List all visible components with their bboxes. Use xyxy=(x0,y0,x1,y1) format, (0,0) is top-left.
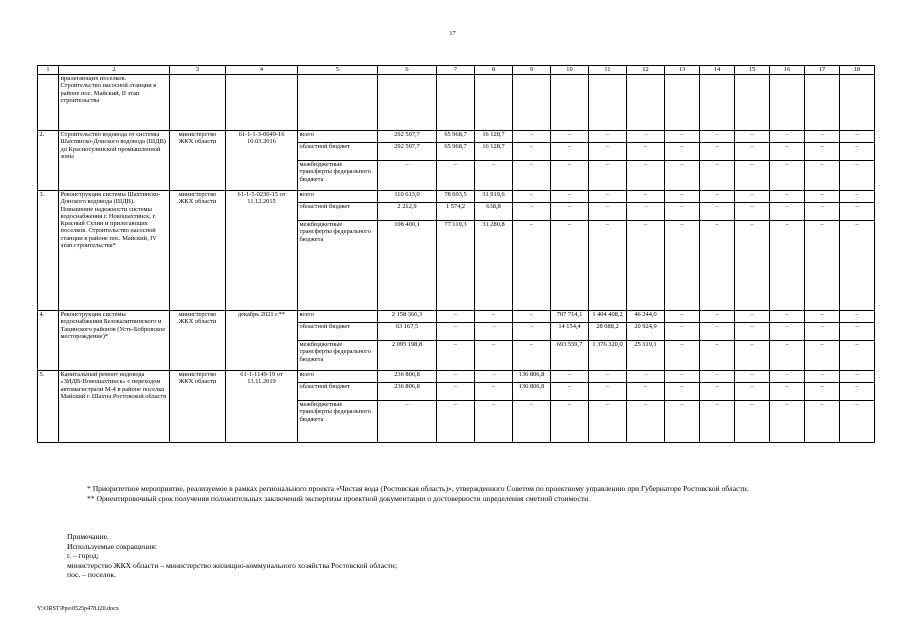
amount-cell: – xyxy=(700,401,735,443)
amount-cell: – xyxy=(770,131,805,143)
amount-cell: – xyxy=(770,323,805,341)
amount-cell: – xyxy=(589,161,627,191)
amount-cell xyxy=(805,75,840,131)
amount-cell: – xyxy=(840,341,875,371)
amount-cell: – xyxy=(840,401,875,443)
amount-cell: – xyxy=(735,191,770,203)
amount-cell: – xyxy=(513,323,551,341)
column-number: 16 xyxy=(770,66,805,75)
amount-cell: – xyxy=(589,143,627,161)
amount-cell: 110 613,0 xyxy=(378,191,437,203)
footnote-deadline: ** Ориентировочный срок получения положительных заключений экспертизы проектной документации о достоверности определения сметной стоимости. xyxy=(87,493,591,503)
funding-source: межбюджетные трансферты федерального бюджета xyxy=(298,161,378,191)
amount-cell: 16 128,7 xyxy=(475,143,513,161)
amount-cell: 136 806,8 xyxy=(513,371,551,383)
amount-cell: – xyxy=(513,311,551,323)
executor: министерство ЖКХ области xyxy=(170,191,226,311)
event-name: Реконструкция системы водоснабжения Белокалитвинского и Тацинского районов (Усть-Бобровское месторождение)* xyxy=(59,311,170,371)
amount-cell: – xyxy=(770,221,805,311)
amount-cell: – xyxy=(665,311,700,323)
expertise-code: декабрь 2021 г.** xyxy=(226,311,298,371)
amount-cell: 2 212,9 xyxy=(378,203,437,221)
amount-cell: – xyxy=(805,221,840,311)
amount-cell: – xyxy=(840,203,875,221)
expertise-code: 61-1-5-0236-15 от 11.12.2015 xyxy=(226,191,298,311)
amount-cell: – xyxy=(475,323,513,341)
amount-cell: – xyxy=(840,221,875,311)
amount-cell: – xyxy=(437,341,475,371)
amount-cell: – xyxy=(437,161,475,191)
amount-cell: – xyxy=(475,311,513,323)
column-number: 9 xyxy=(513,66,551,75)
amount-cell: – xyxy=(770,383,805,401)
amount-cell: – xyxy=(513,203,551,221)
column-number: 12 xyxy=(627,66,665,75)
amount-cell: 31 919,6 xyxy=(475,191,513,203)
column-number: 11 xyxy=(589,66,627,75)
amount-cell xyxy=(735,75,770,131)
expertise-code xyxy=(226,75,298,131)
remark-item: министерство ЖКХ области – министерство жилищно-коммунального хозяйства Ростовской области; xyxy=(67,560,397,570)
amount-cell: – xyxy=(770,203,805,221)
amount-cell: – xyxy=(805,131,840,143)
amount-cell: – xyxy=(627,131,665,143)
amount-cell: – xyxy=(665,371,700,383)
amount-cell: – xyxy=(735,383,770,401)
amount-cell: 707 714,1 xyxy=(551,311,589,323)
amount-cell: 136 806,8 xyxy=(513,383,551,401)
amount-cell: – xyxy=(735,143,770,161)
amount-cell: – xyxy=(735,401,770,443)
column-number: 15 xyxy=(735,66,770,75)
amount-cell: – xyxy=(700,371,735,383)
amount-cell: – xyxy=(770,311,805,323)
amount-cell: – xyxy=(770,341,805,371)
amount-cell: – xyxy=(475,341,513,371)
amount-cell: – xyxy=(805,383,840,401)
funding-source: областной бюджет xyxy=(298,203,378,221)
amount-cell: 693 559,7 xyxy=(551,341,589,371)
amount-cell: 292 507,7 xyxy=(378,131,437,143)
event-name: Капитальный ремонт водовода «ЗИДВ-Новошахтинск» с переходом автомагистрали М-4 в районе поселка Майский г. Шахты Ростовской области xyxy=(59,371,170,443)
remarks-subtitle: Используемые сокращения: xyxy=(67,541,157,551)
remark-item: г. – город; xyxy=(67,551,99,561)
amount-cell: – xyxy=(551,161,589,191)
amount-cell: – xyxy=(665,203,700,221)
amount-cell: – xyxy=(378,401,437,443)
event-name: Строительство водовода от системы Шахтинско-Донского водовода (ШДВ) до Красносулинской промышленной зоны xyxy=(59,131,170,191)
amount-cell xyxy=(770,75,805,131)
file-path: Y:\ORST\Ppo\0525p478.f20.docx xyxy=(37,606,119,612)
amount-cell: – xyxy=(475,383,513,401)
amount-cell: – xyxy=(805,161,840,191)
executor xyxy=(170,75,226,131)
amount-cell: 77 119,3 xyxy=(437,221,475,311)
amount-cell: – xyxy=(735,131,770,143)
column-number: 6 xyxy=(378,66,437,75)
amount-cell: – xyxy=(589,371,627,383)
amount-cell: – xyxy=(437,383,475,401)
amount-cell: – xyxy=(589,383,627,401)
amount-cell: 1 404 408,2 xyxy=(589,311,627,323)
executor: министерство ЖКХ области xyxy=(170,371,226,443)
amount-cell: – xyxy=(513,131,551,143)
amount-cell: – xyxy=(513,341,551,371)
amount-cell: – xyxy=(735,323,770,341)
amount-cell: – xyxy=(627,191,665,203)
funding-source: межбюджетные трансферты федерального бюджета xyxy=(298,401,378,443)
amount-cell: – xyxy=(840,311,875,323)
amount-cell: – xyxy=(700,311,735,323)
amount-cell: – xyxy=(378,161,437,191)
funding-source: всего xyxy=(298,131,378,143)
amount-cell: – xyxy=(840,371,875,383)
amount-cell: 292 507,7 xyxy=(378,143,437,161)
row-number: 5. xyxy=(38,371,59,443)
amount-cell: 236 806,8 xyxy=(378,383,437,401)
amount-cell: – xyxy=(627,203,665,221)
amount-cell: 20 924,9 xyxy=(627,323,665,341)
column-number: 3 xyxy=(170,66,226,75)
amount-cell: – xyxy=(805,341,840,371)
amount-cell: – xyxy=(665,191,700,203)
amount-cell: – xyxy=(589,401,627,443)
footnotes xyxy=(67,484,862,503)
page-number: 17 xyxy=(449,30,456,37)
table-row xyxy=(38,311,875,323)
amount-cell: – xyxy=(700,161,735,191)
funding-source: всего xyxy=(298,311,378,323)
amount-cell: – xyxy=(840,161,875,191)
amount-cell: – xyxy=(735,341,770,371)
amount-cell: – xyxy=(665,131,700,143)
amount-cell: 638,8 xyxy=(475,203,513,221)
funding-source: областной бюджет xyxy=(298,323,378,341)
table-row xyxy=(38,75,875,131)
column-number: 1 xyxy=(38,66,59,75)
footnote-priority: * Приоритетное мероприятие, реализуемое в рамках регионального проекта «Чистая вода (Ростовская область)», утвержденного Советом по проектному управлению при Губернаторе Ростовской области. xyxy=(87,484,749,493)
amount-cell: – xyxy=(700,203,735,221)
amount-cell: – xyxy=(513,161,551,191)
funding-source: всего xyxy=(298,191,378,203)
budget-table xyxy=(37,65,875,443)
amount-cell: – xyxy=(551,383,589,401)
event-name: Реконструкция системы Шахтинско-Донского водовода (ШДВ). Повышение надежности системы водоснабжения г. Новошахтинск, г. Красный Сулин и прилегающих поселков. Строительство насосной станции в районе пос. Майский, IV этап строительства* xyxy=(59,191,170,311)
executor: министерство ЖКХ области xyxy=(170,311,226,371)
amount-cell: – xyxy=(475,161,513,191)
amount-cell: – xyxy=(627,383,665,401)
amount-cell: – xyxy=(551,131,589,143)
amount-cell: 2 095 198,8 xyxy=(378,341,437,371)
amount-cell: – xyxy=(513,401,551,443)
event-name: прилегающих поселков. Строительство насосной станции в районе пос. Майский, II этап строительства xyxy=(59,75,170,131)
amount-cell: – xyxy=(665,323,700,341)
amount-cell: – xyxy=(437,311,475,323)
column-number-row xyxy=(38,66,875,75)
amount-cell: 31 280,8 xyxy=(475,221,513,311)
amount-cell: – xyxy=(840,191,875,203)
amount-cell: – xyxy=(700,131,735,143)
amount-cell: – xyxy=(437,323,475,341)
amount-cell: – xyxy=(513,221,551,311)
funding-source: межбюджетные трансферты федерального бюджета xyxy=(298,341,378,371)
amount-cell: – xyxy=(805,401,840,443)
amount-cell: – xyxy=(589,221,627,311)
amount-cell: – xyxy=(589,131,627,143)
amount-cell: – xyxy=(770,191,805,203)
amount-cell: – xyxy=(805,371,840,383)
row-number xyxy=(38,75,59,131)
remarks xyxy=(67,532,397,580)
column-number: 10 xyxy=(551,66,589,75)
table-row xyxy=(38,131,875,143)
amount-cell: – xyxy=(589,203,627,221)
amount-cell: – xyxy=(805,143,840,161)
amount-cell xyxy=(475,75,513,131)
amount-cell: – xyxy=(513,143,551,161)
amount-cell: – xyxy=(665,383,700,401)
amount-cell: – xyxy=(665,221,700,311)
amount-cell: – xyxy=(551,371,589,383)
amount-cell: 2 158 366,3 xyxy=(378,311,437,323)
column-number: 7 xyxy=(437,66,475,75)
amount-cell: – xyxy=(840,323,875,341)
funding-source: межбюджетные трансферты федерального бюджета xyxy=(298,221,378,311)
column-number: 5 xyxy=(298,66,378,75)
amount-cell: – xyxy=(735,221,770,311)
amount-cell: – xyxy=(770,401,805,443)
funding-source: областной бюджет xyxy=(298,143,378,161)
column-number: 13 xyxy=(665,66,700,75)
amount-cell: – xyxy=(700,341,735,371)
amount-cell: – xyxy=(700,221,735,311)
amount-cell xyxy=(513,75,551,131)
amount-cell: – xyxy=(770,143,805,161)
amount-cell: – xyxy=(840,383,875,401)
amount-cell: – xyxy=(551,143,589,161)
amount-cell: 65 968,7 xyxy=(437,131,475,143)
table-row xyxy=(38,191,875,203)
row-number: 4. xyxy=(38,311,59,371)
amount-cell: 25 319,1 xyxy=(627,341,665,371)
amount-cell: – xyxy=(437,371,475,383)
amount-cell: – xyxy=(665,161,700,191)
amount-cell: 46 244,0 xyxy=(627,311,665,323)
amount-cell: – xyxy=(700,191,735,203)
amount-cell: – xyxy=(627,161,665,191)
amount-cell: 16 128,7 xyxy=(475,131,513,143)
amount-cell: – xyxy=(513,191,551,203)
amount-cell: 108 400,1 xyxy=(378,221,437,311)
remark-item: пос. – поселок. xyxy=(67,570,116,580)
amount-cell: – xyxy=(627,371,665,383)
table-row xyxy=(38,371,875,383)
executor: министерство ЖКХ области xyxy=(170,131,226,191)
expertise-code: 61-1-1-3-0049-16 10.03.2016 xyxy=(226,131,298,191)
amount-cell: – xyxy=(627,401,665,443)
amount-cell: 65 968,7 xyxy=(437,143,475,161)
amount-cell: – xyxy=(840,131,875,143)
amount-cell: – xyxy=(700,323,735,341)
row-number: 2. xyxy=(38,131,59,191)
amount-cell: – xyxy=(551,191,589,203)
column-number: 2 xyxy=(59,66,170,75)
amount-cell: 63 167,5 xyxy=(378,323,437,341)
amount-cell: – xyxy=(700,383,735,401)
amount-cell: – xyxy=(735,371,770,383)
amount-cell: – xyxy=(475,371,513,383)
column-number: 4 xyxy=(226,66,298,75)
amount-cell xyxy=(378,75,437,131)
amount-cell: – xyxy=(551,203,589,221)
amount-cell: – xyxy=(437,401,475,443)
amount-cell: – xyxy=(627,221,665,311)
amount-cell xyxy=(700,75,735,131)
amount-cell xyxy=(840,75,875,131)
row-number: 3. xyxy=(38,191,59,311)
funding-source: областной бюджет xyxy=(298,383,378,401)
amount-cell: – xyxy=(475,401,513,443)
amount-cell: – xyxy=(770,161,805,191)
amount-cell xyxy=(665,75,700,131)
amount-cell: 1 574,2 xyxy=(437,203,475,221)
amount-cell: – xyxy=(551,401,589,443)
column-number: 8 xyxy=(475,66,513,75)
amount-cell: – xyxy=(551,221,589,311)
amount-cell xyxy=(437,75,475,131)
amount-cell xyxy=(627,75,665,131)
amount-cell: – xyxy=(735,161,770,191)
amount-cell: – xyxy=(805,323,840,341)
amount-cell: – xyxy=(665,401,700,443)
column-number: 18 xyxy=(840,66,875,75)
amount-cell: 14 154,4 xyxy=(551,323,589,341)
column-number: 17 xyxy=(805,66,840,75)
amount-cell: 1 376 320,0 xyxy=(589,341,627,371)
amount-cell: – xyxy=(665,143,700,161)
amount-cell: – xyxy=(805,311,840,323)
amount-cell xyxy=(589,75,627,131)
amount-cell: – xyxy=(770,371,805,383)
amount-cell: – xyxy=(805,203,840,221)
amount-cell: 236 806,8 xyxy=(378,371,437,383)
amount-cell: – xyxy=(735,203,770,221)
amount-cell: – xyxy=(589,191,627,203)
amount-cell: 78 693,5 xyxy=(437,191,475,203)
amount-cell xyxy=(551,75,589,131)
amount-cell: – xyxy=(700,143,735,161)
amount-cell: – xyxy=(805,191,840,203)
funding-source xyxy=(298,75,378,131)
amount-cell: – xyxy=(840,143,875,161)
column-number: 14 xyxy=(700,66,735,75)
funding-source: всего xyxy=(298,371,378,383)
amount-cell: – xyxy=(665,341,700,371)
remarks-title: Примечание. xyxy=(67,532,109,541)
amount-cell: – xyxy=(627,143,665,161)
expertise-code: 61-1-1149-19 от 13.11.2019 xyxy=(226,371,298,443)
amount-cell: – xyxy=(735,311,770,323)
amount-cell: 28 088,2 xyxy=(589,323,627,341)
